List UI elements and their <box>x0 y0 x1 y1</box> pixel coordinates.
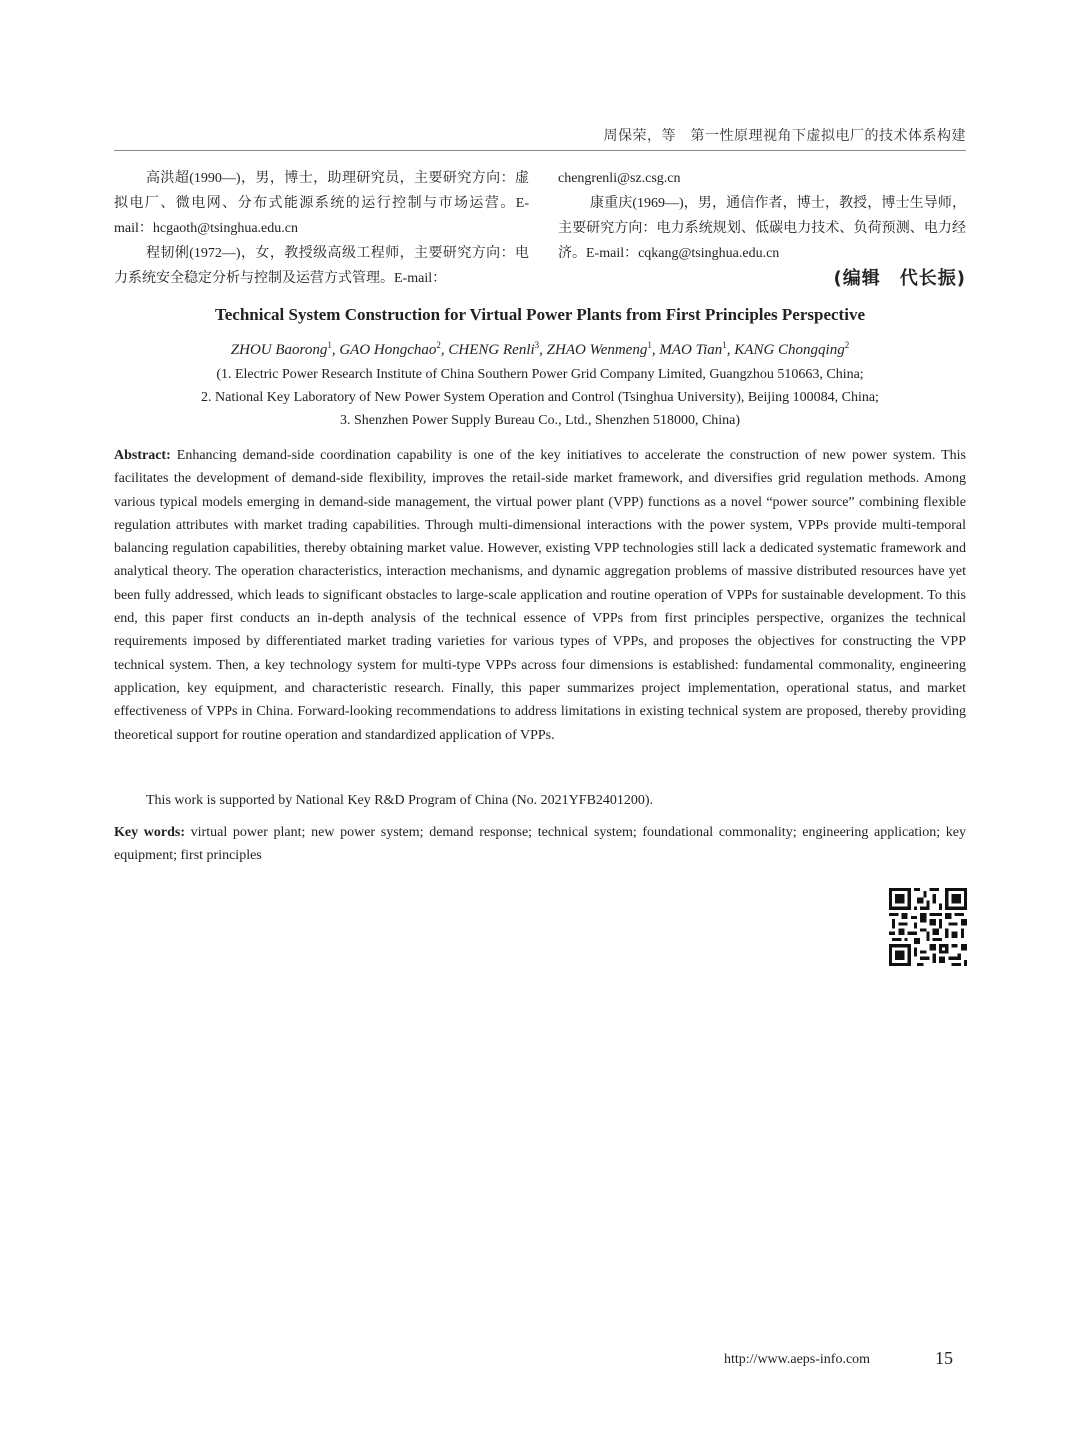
author-4: ZHAO Wenmeng$^1$, <box>546 340 660 358</box>
header-rule <box>114 150 966 151</box>
bio-gao: 高洪超(1990—)，男，博士，助理研究员，主要研究方向：虚拟电厂、微电网、分布式能源系统的运行控制与市场运营。E-mail：hcgaoth@tsinghua.edu.cn <box>114 171 529 236</box>
page-number: 15 <box>935 1348 953 1368</box>
affiliation-1: (1. Electric Power Research Institute of China Southern Power Grid Company Limited, Guangzhou 510663, China; <box>216 367 864 382</box>
editor-note: (编辑 代长振) <box>833 268 966 289</box>
author-3: CHENG Renli$^3$, <box>448 340 547 358</box>
keywords <box>114 821 966 867</box>
affiliation-2: 2. National Key Laboratory of New Power System Operation and Control (Tsinghua University), Beijing 100084, China; <box>201 390 879 405</box>
bio-kang: 康重庆(1969—)，男，通信作者，博士，教授，博士生导师，主要研究方向：电力系统规划、低碳电力技术、负荷预测、电力经济。E-mail：cqkang@tsinghua.edu.cn <box>558 196 966 261</box>
author-1: ZHOU Baorong$^1$, <box>230 340 340 358</box>
author-list <box>114 340 966 359</box>
author-2: GAO Hongchao$^2$, <box>339 340 449 358</box>
abstract-label: Abstract: <box>114 448 171 463</box>
affiliation-3: 3. Shenzhen Power Supply Bureau Co., Ltd., Shenzhen 518000, China) <box>339 413 741 428</box>
abstract <box>114 444 966 747</box>
author-5: MAO Tian$^1$, <box>659 340 735 358</box>
bio-column-left <box>114 166 529 291</box>
footer-url: http://www.aeps-info.com <box>724 1352 871 1367</box>
qr-code-icon <box>889 888 967 966</box>
english-title: Technical System Construction for Virtual Power Plants from First Principles Perspective <box>214 305 865 324</box>
running-head: 周保荣，等 第一性原理视角下虚拟电厂的技术体系构建 <box>603 129 966 144</box>
bio-cheng-email: chengrenli@sz.csg.cn <box>558 171 681 186</box>
funding-note: This work is supported by National Key R&D Program of China (No. 2021YFB2401200). <box>146 793 654 808</box>
keywords-label: Key words: <box>114 825 185 840</box>
abstract-text: Enhancing demand-side coordination capability is one of the key initiatives to accelerate the construction of new power system. This facilitates the development of demand-side flexibility, improves the retail-side market framework, and diversifies grid regulation methods. Among various typical models emerging in demand-side management, the virtual power plant (VPP) functions as a novel “power source” combining flexible regulation attributes with market trading capabilities. Through multi-dimensional interactions with the power system, VPPs provide multi-temporal balancing regulation capabilities, thereby obtaining market value. However, existing VPP technologies still lack a dedicated systematic framework and analytical theory. The operation characteristics, interaction mechanisms, and dynamic aggregation problems of massive distributed resources have yet been fully addressed, which leads to significant obstacles to large-scale application and routine operation of VPPs for sustainable development. To this end, this paper first conducts an in-depth analysis of the technical essence of VPPs from first principles perspective, organizes the technical requirements imposed by differentiated market trading varieties for various types of VPPs, and proposes the objectives for constructing the VPP technical system. Then, a key technology system for multi-type VPPs across four dimensions is established: fundamental commonality, engineering application, key equipment, and characteristic research. Finally, this paper summarizes project implementation, operational status, and market effectiveness of VPPs in China. Forward-looking recommendations to address limitations in existing technical system are proposed, thereby providing theoretical support for routine operation and standardized application of VPPs. <box>114 448 966 743</box>
keywords-text: virtual power plant; new power system; demand response; technical system; foundational commonality; engineering application; key equipment; first principles <box>114 825 966 863</box>
author-6: KANG Chongqing$^2$ <box>734 340 850 358</box>
bio-cheng: 程韧俐(1972—)，女，教授级高级工程师，主要研究方向：电力系统安全稳定分析与控制及运营方式管理。E-mail： <box>114 246 529 286</box>
bio-column-right <box>558 166 966 266</box>
